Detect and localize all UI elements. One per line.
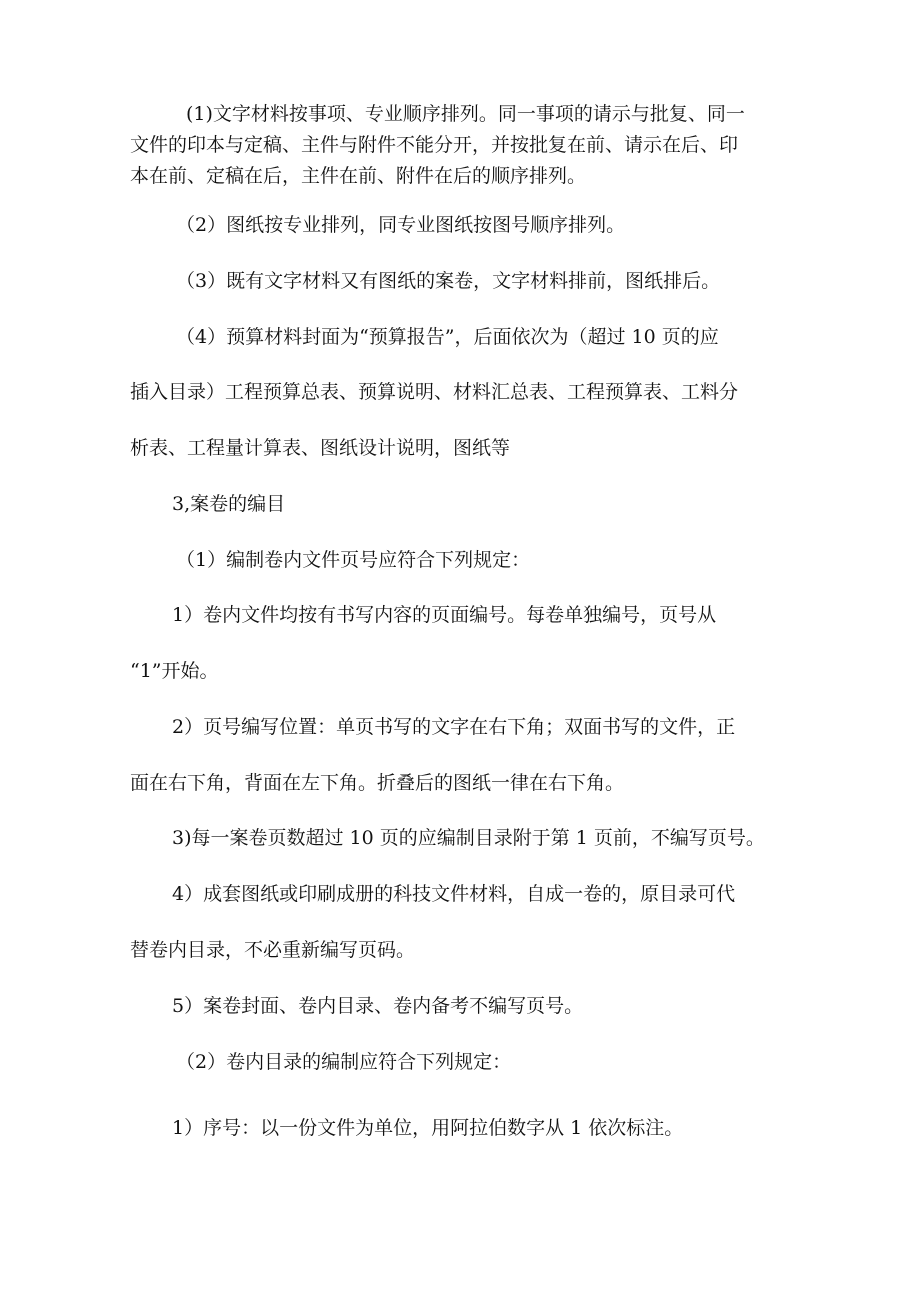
section-heading: 3,案卷的编目 [172,493,286,515]
paragraph-line: 析表、工程量计算表、图纸设计说明，图纸等 [130,437,511,459]
paragraph-line: （4）预算材料封面为“预算报告”，后面依次为（超过 10 页的应 [176,326,719,348]
paragraph-line: 5）案卷封面、卷内目录、卷内备考不编写页号。 [172,995,584,1017]
paragraph-line: （2）图纸按专业排列，同专业图纸按图号顺序排列。 [176,214,626,236]
paragraph-line: 替卷内目录，不必重新编写页码。 [130,939,416,961]
paragraph-line: “1”开始。 [130,660,219,682]
paragraph-line: （3）既有文字材料又有图纸的案卷，文字材料排前，图纸排后。 [176,270,721,292]
paragraph-line: 3)每一案卷页数超过 10 页的应编制目录附于第 1 页前，不编写页号。 [172,827,765,849]
paragraph-line: 1）序号：以一份文件为单位，用阿拉伯数字从 1 依次标注。 [172,1117,684,1139]
paragraph-line: 插入目录）工程预算总表、预算说明、材料汇总表、工程预算表、工料分 [130,381,739,403]
paragraph-line: 1）卷内文件均按有书写内容的页面编号。每卷单独编号，页号从 [172,604,717,626]
paragraph-line: 本在前、定稿在后，主件在前、附件在后的顺序排列。 [130,165,587,187]
paragraph-line: 4）成套图纸或印刷成册的科技文件材料，自成一卷的，原目录可代 [172,883,736,905]
paragraph-line: 面在右下角，背面在左下角。折叠后的图纸一律在右下角。 [130,772,625,794]
paragraph-line: 文件的印本与定稿、主件与附件不能分开，并按批复在前、请示在后、印 [130,134,739,156]
subsection-heading: （2）卷内目录的编制应符合下列规定： [176,1051,512,1073]
subsection-heading: （1）编制卷内文件页号应符合下列规定： [176,549,531,571]
paragraph-line: (1)文字材料按事项、专业顺序排列。同一事项的请示与批复、同一 [186,103,745,125]
paragraph-line: 2）页号编写位置：单页书写的文字在右下角；双面书写的文件，正 [172,716,736,738]
